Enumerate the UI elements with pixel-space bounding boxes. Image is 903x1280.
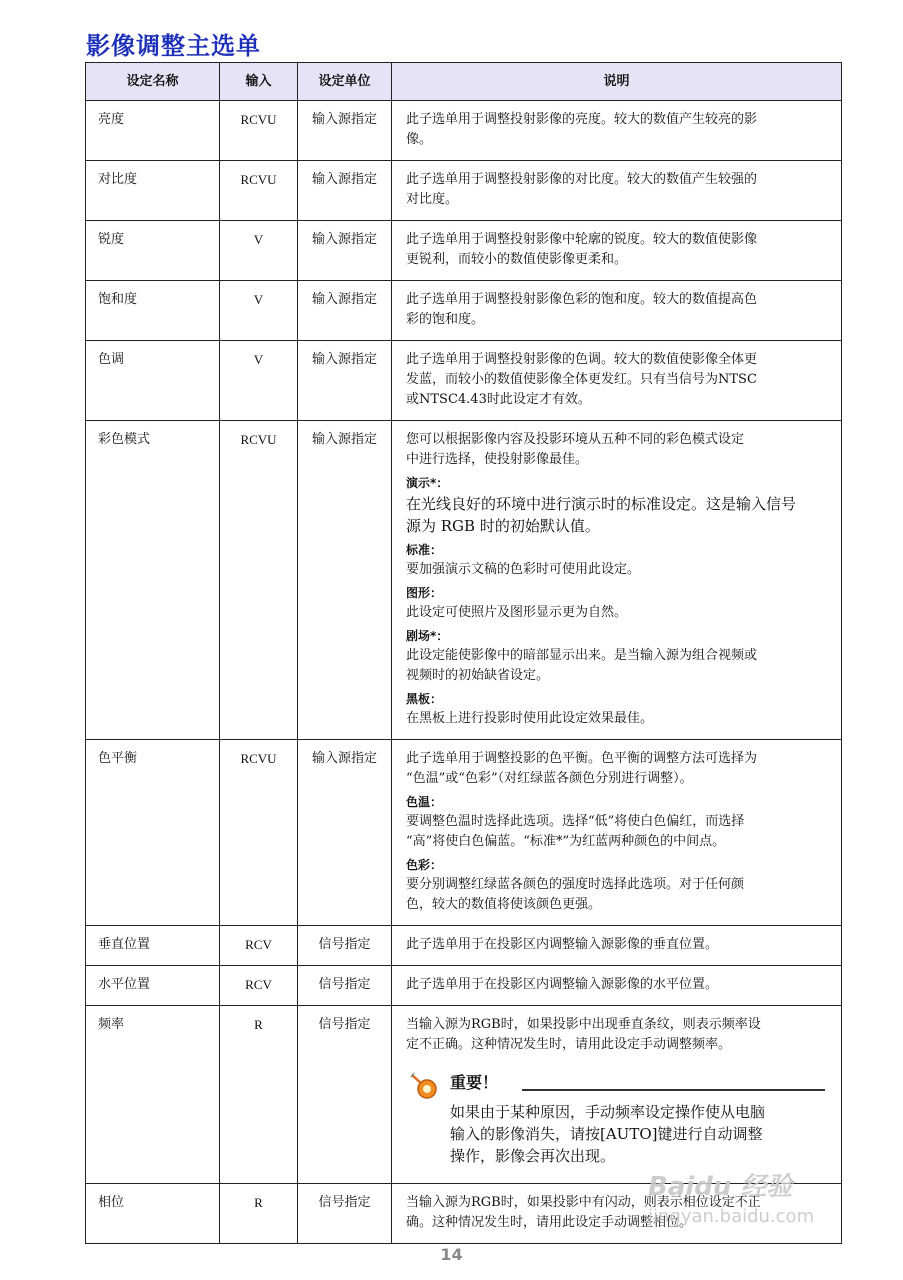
- setting-input: R: [220, 1184, 298, 1244]
- description-line: 此子选单用于调整投影的色平衡。色平衡的调整方法可选择为: [406, 751, 758, 766]
- mode-label-theater: 剧场*：: [406, 629, 449, 643]
- setting-unit: 输入源指定: [298, 341, 392, 421]
- setting-unit: 信号指定: [298, 926, 392, 966]
- setting-description: [392, 281, 842, 341]
- setting-description: [392, 740, 842, 926]
- description-line: 色，较大的数值将使该颜色更强。: [406, 897, 602, 912]
- setting-unit: 输入源指定: [298, 101, 392, 161]
- description-line: 当输入源为RGB时，如果投影中有闪动，则表示相位设定不正: [406, 1195, 761, 1210]
- important-line: 如果由于某种原因，手动频率设定操作使从电脑: [450, 1103, 766, 1121]
- setting-input: V: [220, 341, 298, 421]
- description-line: 源为 RGB 时的初始默认值。: [406, 517, 600, 535]
- description-line: 中进行选择，使投射影像最佳。: [406, 452, 589, 467]
- description-line: 像。: [406, 132, 433, 147]
- setting-description: [392, 341, 842, 421]
- description-line: 发蓝，而较小的数值使影像全体更发红。只有当信号为NTSC: [406, 372, 757, 387]
- setting-input: V: [220, 281, 298, 341]
- setting-name: 垂直位置: [86, 926, 220, 966]
- table-row: [86, 421, 842, 740]
- setting-name: 对比度: [86, 161, 220, 221]
- description-line: 视频时的初始缺省设定。: [406, 668, 550, 683]
- setting-name: 锐度: [86, 221, 220, 281]
- setting-input: RCVU: [220, 101, 298, 161]
- mode-label-standard: 标准：: [406, 543, 443, 557]
- settings-table: [85, 62, 842, 1244]
- description-line: 此子选单用于调整投射影像的对比度。较大的数值产生较强的: [406, 172, 758, 187]
- important-line: 操作，影像会再次出现。: [450, 1147, 616, 1165]
- setting-name: 彩色模式: [86, 421, 220, 740]
- mode-label-blackboard: 黑板：: [406, 692, 443, 706]
- mode-label-presentation: 演示*：: [406, 476, 449, 490]
- important-note: [406, 1069, 833, 1173]
- description-line: 定不正确。这种情况发生时，请用此设定手动调整频率。: [406, 1037, 732, 1052]
- important-pen-icon: [410, 1071, 440, 1101]
- header-input: 输入: [220, 63, 298, 101]
- setting-description: [392, 1006, 842, 1184]
- header-setting-unit: 设定单位: [298, 63, 392, 101]
- description-line: “色温”或“色彩”（对红绿蓝各颜色分别进行调整）。: [406, 771, 693, 786]
- setting-unit: 信号指定: [298, 1184, 392, 1244]
- setting-name: 色调: [86, 341, 220, 421]
- description-line: 在黑板上进行投影时使用此设定效果最佳。: [406, 711, 654, 726]
- setting-unit: 输入源指定: [298, 740, 392, 926]
- description-line: “高”将使白色偏蓝。“标准*”为红蓝两种颜色的中间点。: [406, 834, 726, 849]
- table-row: [86, 966, 842, 1006]
- setting-unit: 信号指定: [298, 1006, 392, 1184]
- table-row: [86, 101, 842, 161]
- table-row: [86, 740, 842, 926]
- table-header-row: [86, 63, 842, 101]
- important-heading: 重要！: [450, 1073, 499, 1092]
- setting-description: [392, 966, 842, 1006]
- watermark: [648, 1162, 848, 1242]
- description-line: 对比度。: [406, 192, 459, 207]
- setting-unit: 输入源指定: [298, 281, 392, 341]
- description-line: 要调整色温时选择此选项。选择“低”将使白色偏红，而选择: [406, 814, 745, 829]
- description-line: 当输入源为RGB时，如果投影中出现垂直条纹，则表示频率设: [406, 1017, 761, 1032]
- setting-name: 色平衡: [86, 740, 220, 926]
- description-line: 确。这种情况发生时，请用此设定手动调整相位。: [406, 1215, 693, 1230]
- description-line: 更锐利，而较小的数值使影像更柔和。: [406, 252, 628, 267]
- description-line: 在光线良好的环境中进行演示时的标准设定。这是输入信号: [406, 495, 797, 513]
- setting-unit: 输入源指定: [298, 421, 392, 740]
- description-line: 要分别调整红绿蓝各颜色的强度时选择此选项。对于任何颜: [406, 877, 745, 892]
- table-row: [86, 281, 842, 341]
- description-line: 彩的饱和度。: [406, 312, 485, 327]
- watermark-url: jingyan.baidu.com: [648, 1206, 815, 1227]
- setting-name: 亮度: [86, 101, 220, 161]
- setting-description: [392, 161, 842, 221]
- setting-input: RCVU: [220, 740, 298, 926]
- mode-label-color-temp: 色温：: [406, 795, 443, 809]
- setting-name: 饱和度: [86, 281, 220, 341]
- table-row: [86, 926, 842, 966]
- description-line: 此子选单用于在投影区内调整输入源影像的垂直位置。: [406, 937, 719, 952]
- setting-name: 水平位置: [86, 966, 220, 1006]
- watermark-brand: Baidu 经验: [648, 1172, 793, 1202]
- table-row: [86, 341, 842, 421]
- description-line: 要加强演示文稿的色彩时可使用此设定。: [406, 562, 641, 577]
- description-line: 此子选单用于调整投射影像色彩的饱和度。较大的数值提高色: [406, 292, 758, 307]
- setting-input: R: [220, 1006, 298, 1184]
- description-line: 此子选单用于调整投射影像的亮度。较大的数值产生较亮的影: [406, 112, 758, 127]
- description-line: 此子选单用于调整投射影像的色调。较大的数值使影像全体更: [406, 352, 758, 367]
- important-text: [450, 1101, 830, 1167]
- important-line: 输入的影像消失，请按[AUTO]键进行自动调整: [450, 1125, 763, 1143]
- page-title: 影像调整主选单: [86, 32, 261, 60]
- important-divider: [522, 1089, 825, 1091]
- setting-input: RCV: [220, 926, 298, 966]
- setting-description: [392, 221, 842, 281]
- setting-description: [392, 101, 842, 161]
- setting-description: [392, 926, 842, 966]
- setting-unit: 信号指定: [298, 966, 392, 1006]
- description-line: 此设定能使影像中的暗部显示出来。是当输入源为组合视频或: [406, 648, 758, 663]
- header-setting-name: 设定名称: [86, 63, 220, 101]
- setting-description: [392, 421, 842, 740]
- setting-input: V: [220, 221, 298, 281]
- description-line: 您可以根据影像内容及投影环境从五种不同的彩色模式设定: [406, 432, 745, 447]
- setting-unit: 输入源指定: [298, 221, 392, 281]
- setting-input: RCV: [220, 966, 298, 1006]
- page-number: 14: [440, 1245, 463, 1264]
- setting-input: RCVU: [220, 161, 298, 221]
- table-row: [86, 161, 842, 221]
- mode-label-graphics: 图形：: [406, 586, 443, 600]
- setting-name: 频率: [86, 1006, 220, 1184]
- mode-label-color: 色彩：: [406, 858, 443, 872]
- setting-input: RCVU: [220, 421, 298, 740]
- description-line: 此子选单用于在投影区内调整输入源影像的水平位置。: [406, 977, 719, 992]
- setting-unit: 输入源指定: [298, 161, 392, 221]
- header-description: 说明: [392, 63, 842, 101]
- description-line: 或NTSC4.43时此设定才有效。: [406, 392, 591, 407]
- setting-name: 相位: [86, 1184, 220, 1244]
- description-line: 此设定可使照片及图形显示更为自然。: [406, 605, 628, 620]
- table-row: [86, 1006, 842, 1184]
- table-row: [86, 221, 842, 281]
- description-line: 此子选单用于调整投射影像中轮廓的锐度。较大的数值使影像: [406, 232, 758, 247]
